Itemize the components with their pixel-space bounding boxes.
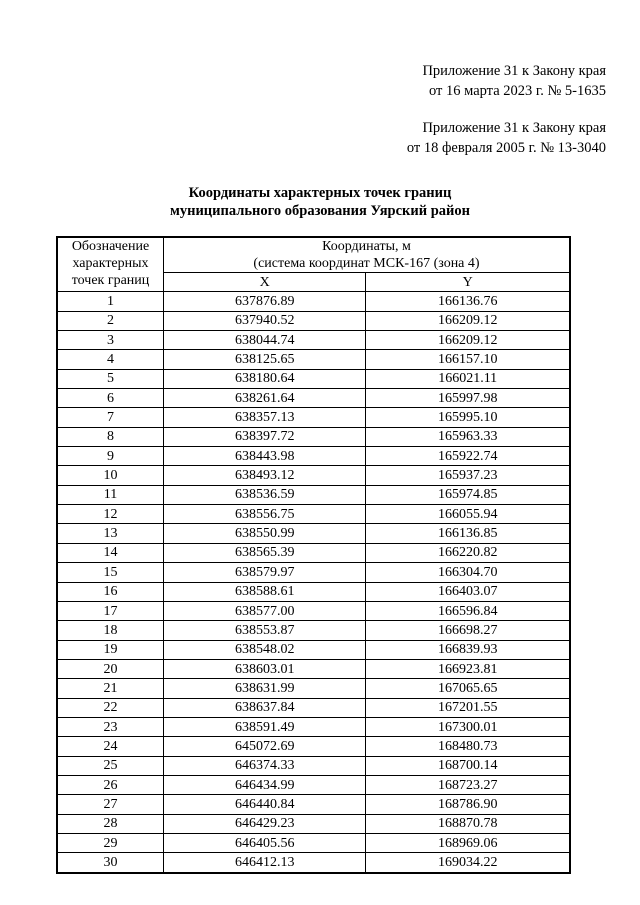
x-coordinate-cell: 638588.61	[164, 582, 366, 601]
point-number-cell: 3	[57, 331, 164, 350]
table-row	[57, 543, 570, 562]
point-number-cell: 23	[57, 717, 164, 736]
table-row	[57, 775, 570, 794]
table-row	[57, 447, 570, 466]
table-header-row	[57, 237, 570, 273]
x-coordinate-cell: 638443.98	[164, 447, 366, 466]
table-row	[57, 389, 570, 408]
table-row	[57, 331, 570, 350]
table-row	[57, 795, 570, 814]
y-coordinate-cell: 169034.22	[366, 853, 570, 873]
table-row	[57, 292, 570, 311]
point-number-cell: 26	[57, 775, 164, 794]
y-coordinate-cell: 167201.55	[366, 698, 570, 717]
x-coordinate-cell: 638579.97	[164, 563, 366, 582]
x-coordinate-cell: 638550.99	[164, 524, 366, 543]
point-number-cell: 10	[57, 466, 164, 485]
x-coordinate-cell: 638577.00	[164, 601, 366, 620]
x-coordinate-cell: 638493.12	[164, 466, 366, 485]
y-coordinate-cell: 168700.14	[366, 756, 570, 775]
table-row	[57, 621, 570, 640]
x-coordinate-cell: 638591.49	[164, 717, 366, 736]
point-number-cell: 19	[57, 640, 164, 659]
point-number-cell: 24	[57, 737, 164, 756]
x-coordinate-cell: 638553.87	[164, 621, 366, 640]
table-row	[57, 408, 570, 427]
table-row	[57, 756, 570, 775]
x-coordinate-cell: 638044.74	[164, 331, 366, 350]
y-coordinate-cell: 168870.78	[366, 814, 570, 833]
point-number-cell: 30	[57, 853, 164, 873]
x-coordinate-cell: 638536.59	[164, 485, 366, 504]
point-number-cell: 7	[57, 408, 164, 427]
x-coordinate-cell: 638548.02	[164, 640, 366, 659]
document-title	[0, 184, 640, 220]
table-row	[57, 311, 570, 330]
y-coordinate-cell: 166021.11	[366, 369, 570, 388]
y-header: Y	[366, 273, 570, 292]
table-row	[57, 853, 570, 873]
y-coordinate-cell: 165974.85	[366, 485, 570, 504]
label-header-line1: Обозначение	[71, 239, 150, 254]
x-coordinate-cell: 638603.01	[164, 659, 366, 678]
y-coordinate-cell: 166839.93	[366, 640, 570, 659]
title-line1: Координаты характерных точек границ	[188, 185, 452, 201]
y-coordinate-cell: 165995.10	[366, 408, 570, 427]
x-coordinate-cell: 646412.13	[164, 853, 366, 873]
table-row	[57, 563, 570, 582]
table-row	[57, 524, 570, 543]
point-label-header	[57, 237, 164, 292]
appendix-current-line2: от 16 марта 2023 г. № 5-1635	[428, 83, 606, 99]
y-coordinate-cell: 166209.12	[366, 311, 570, 330]
point-number-cell: 17	[57, 601, 164, 620]
table-row	[57, 350, 570, 369]
x-coordinate-cell: 638565.39	[164, 543, 366, 562]
x-coordinate-cell: 645072.69	[164, 737, 366, 756]
coordinates-table	[56, 236, 571, 874]
y-coordinate-cell: 167065.65	[366, 679, 570, 698]
y-coordinate-cell: 166304.70	[366, 563, 570, 582]
x-coordinate-cell: 637876.89	[164, 292, 366, 311]
point-number-cell: 27	[57, 795, 164, 814]
point-number-cell: 9	[57, 447, 164, 466]
x-coordinate-cell: 638125.65	[164, 350, 366, 369]
point-number-cell: 5	[57, 369, 164, 388]
y-coordinate-cell: 165997.98	[366, 389, 570, 408]
coordinate-system-header: (система координат МСК-167 (зона 4)	[253, 256, 480, 271]
y-coordinate-cell: 166698.27	[366, 621, 570, 640]
table-row	[57, 698, 570, 717]
y-coordinate-cell: 167300.01	[366, 717, 570, 736]
point-number-cell: 21	[57, 679, 164, 698]
point-number-cell: 1	[57, 292, 164, 311]
x-coordinate-cell: 646434.99	[164, 775, 366, 794]
point-number-cell: 12	[57, 505, 164, 524]
table-row	[57, 466, 570, 485]
x-coordinate-cell: 638397.72	[164, 427, 366, 446]
x-coordinate-cell: 637940.52	[164, 311, 366, 330]
x-coordinate-cell: 638180.64	[164, 369, 366, 388]
y-coordinate-cell: 166136.76	[366, 292, 570, 311]
label-header-line2: характерных	[72, 256, 149, 271]
coordinates-header	[164, 237, 571, 273]
point-number-cell: 13	[57, 524, 164, 543]
point-number-cell: 8	[57, 427, 164, 446]
coordinates-header-title: Координаты, м	[322, 239, 411, 254]
y-coordinate-cell: 165937.23	[366, 466, 570, 485]
y-coordinate-cell: 166055.94	[366, 505, 570, 524]
y-coordinate-cell: 166157.10	[366, 350, 570, 369]
x-coordinate-cell: 646440.84	[164, 795, 366, 814]
y-coordinate-cell: 166209.12	[366, 331, 570, 350]
x-coordinate-cell: 638357.13	[164, 408, 366, 427]
y-coordinate-cell: 168786.90	[366, 795, 570, 814]
table-row	[57, 833, 570, 852]
y-coordinate-cell: 166220.82	[366, 543, 570, 562]
table-row	[57, 659, 570, 678]
appendix-original-line1: Приложение 31 к Закону края	[422, 120, 606, 136]
y-coordinate-cell: 165922.74	[366, 447, 570, 466]
y-coordinate-cell: 165963.33	[366, 427, 570, 446]
point-number-cell: 2	[57, 311, 164, 330]
y-coordinate-cell: 166403.07	[366, 582, 570, 601]
y-coordinate-cell: 166923.81	[366, 659, 570, 678]
table-row	[57, 485, 570, 504]
point-number-cell: 25	[57, 756, 164, 775]
y-coordinate-cell: 168969.06	[366, 833, 570, 852]
x-coordinate-cell: 646429.23	[164, 814, 366, 833]
appendix-current-note	[422, 61, 606, 101]
appendix-current-line1: Приложение 31 к Закону края	[422, 63, 606, 79]
x-coordinate-cell: 638556.75	[164, 505, 366, 524]
point-number-cell: 6	[57, 389, 164, 408]
table-row	[57, 717, 570, 736]
point-number-cell: 11	[57, 485, 164, 504]
table-row	[57, 679, 570, 698]
x-coordinate-cell: 646405.56	[164, 833, 366, 852]
x-coordinate-cell: 638637.84	[164, 698, 366, 717]
x-coordinate-cell: 638631.99	[164, 679, 366, 698]
point-number-cell: 15	[57, 563, 164, 582]
y-coordinate-cell: 168480.73	[366, 737, 570, 756]
table-row	[57, 814, 570, 833]
table-row	[57, 601, 570, 620]
appendix-original-line2: от 18 февраля 2005 г. № 13-3040	[406, 140, 606, 156]
point-number-cell: 4	[57, 350, 164, 369]
x-coordinate-cell: 638261.64	[164, 389, 366, 408]
point-number-cell: 28	[57, 814, 164, 833]
table-row	[57, 427, 570, 446]
point-number-cell: 20	[57, 659, 164, 678]
table-row	[57, 640, 570, 659]
point-number-cell: 18	[57, 621, 164, 640]
table-row	[57, 582, 570, 601]
table-row	[57, 369, 570, 388]
x-header: X	[164, 273, 366, 292]
point-number-cell: 16	[57, 582, 164, 601]
appendix-original-note	[407, 118, 606, 158]
table-body	[57, 292, 570, 873]
y-coordinate-cell: 166596.84	[366, 601, 570, 620]
title-line2: муниципального образования Уярский район	[169, 203, 471, 219]
table-row	[57, 505, 570, 524]
point-number-cell: 14	[57, 543, 164, 562]
table-row	[57, 737, 570, 756]
y-coordinate-cell: 166136.85	[366, 524, 570, 543]
label-header-line3: точек границ	[71, 273, 150, 288]
x-coordinate-cell: 646374.33	[164, 756, 366, 775]
point-number-cell: 29	[57, 833, 164, 852]
y-coordinate-cell: 168723.27	[366, 775, 570, 794]
point-number-cell: 22	[57, 698, 164, 717]
